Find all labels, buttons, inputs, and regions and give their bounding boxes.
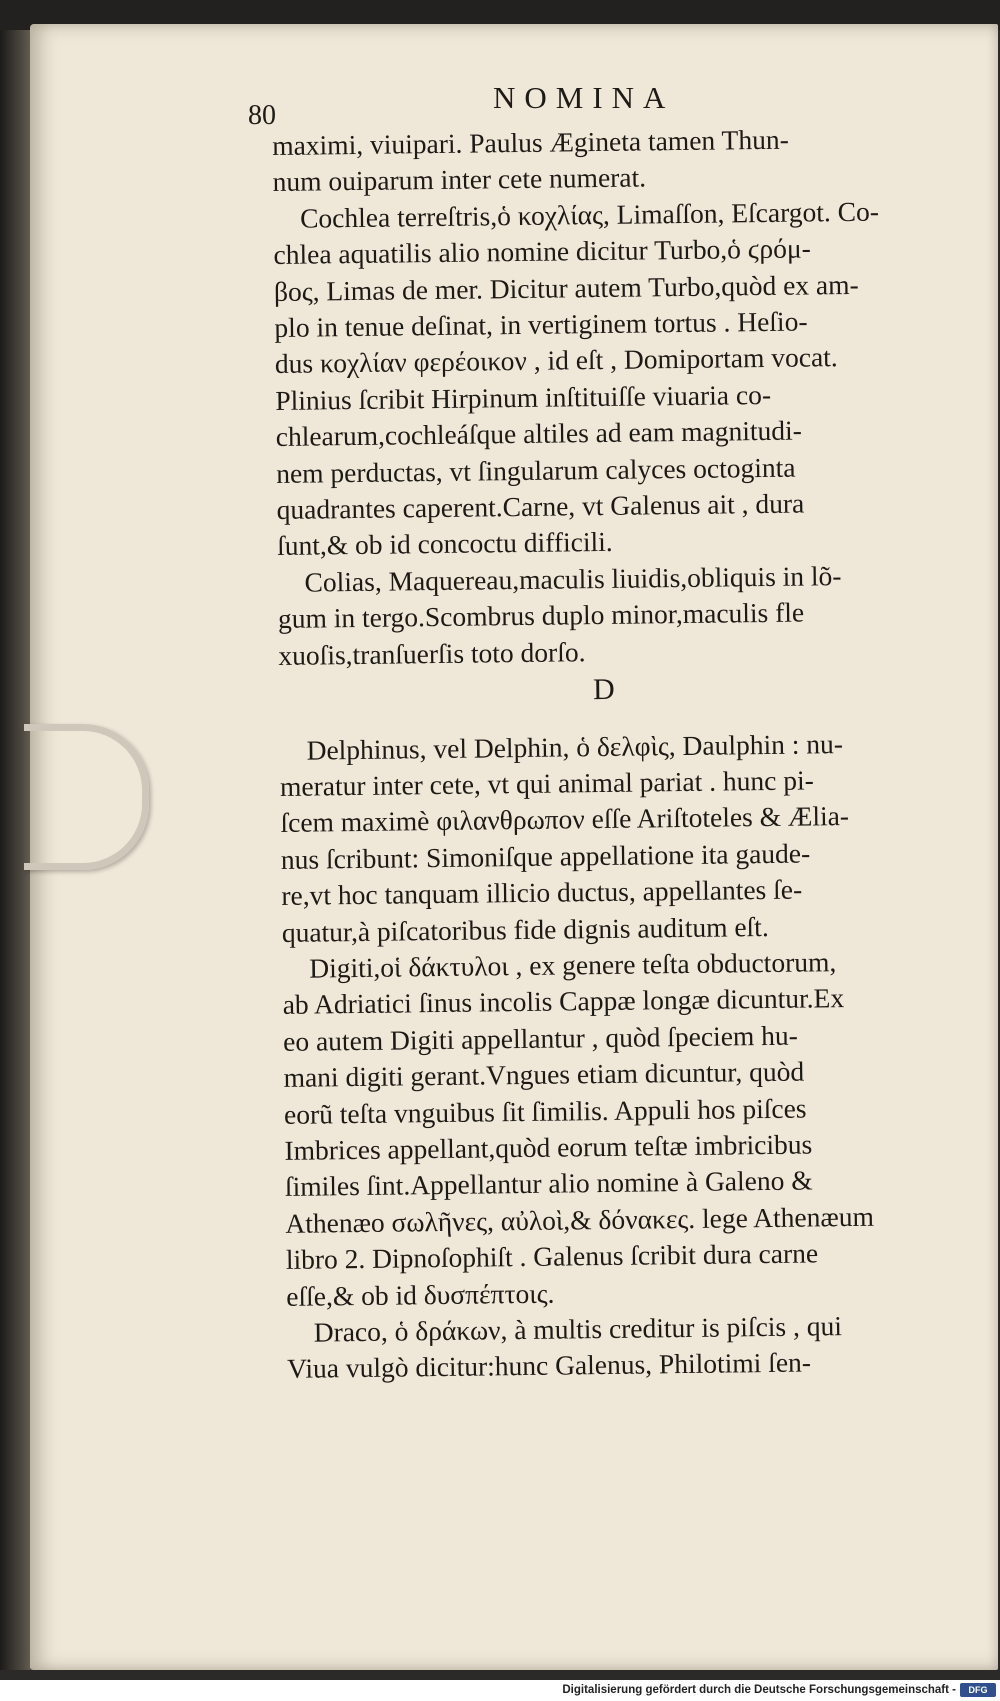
text-line: ſcem maximè φιλανθρωπον eſſe Ariſtoteles & Ælia- xyxy=(280,800,850,839)
text-line: num ouiparum inter cete numerat. xyxy=(272,161,647,198)
page-number: 80 xyxy=(248,100,276,131)
text-line: Athenæo σωλῆνες, αὐλοὶ,& δόνακες. lege Athenæum xyxy=(285,1200,875,1239)
text-line: eo autem Digiti appellantur , quòd ſpeciem hu- xyxy=(282,1019,799,1057)
text-line: nus ſcribunt: Simoniſque appellatione ita gaude- xyxy=(280,837,811,875)
text-line: Colias, Maquereau,maculis liuidis,obliquis in lõ- xyxy=(304,559,842,598)
text-line: quadrantes caperent.Carne, vt Galenus ait , dura xyxy=(276,487,805,526)
text-line: Imbrices appellant,quòd eorum teſtæ imbricibus xyxy=(284,1128,813,1166)
text-line: nem perductas, vt ſingularum calyces octoginta xyxy=(276,451,796,489)
text-line: Digiti,οἱ δάκτυλοι , ex genere teſta obductorum, xyxy=(309,946,837,984)
text-line: plo in tenue deſinat, in vertiginem tortus . Heſio- xyxy=(274,305,808,344)
text-line: Delphinus, vel Delphin, ὁ δελφὶς, Daulphin : nu- xyxy=(306,727,844,766)
section-letter: D xyxy=(592,672,615,707)
text-block-top xyxy=(272,120,929,674)
text-line: ſunt,& ob id concoctu difficili. xyxy=(276,526,613,562)
text-line: gum in tergo.Scombrus duplo minor,maculis fle xyxy=(277,596,805,635)
dfg-logo-icon: DFG xyxy=(960,1683,996,1697)
text-line: Viua vulgò dicitur:hunc Galenus, Philotimi ſen- xyxy=(286,1346,812,1385)
text-line: quatur,à piſcatoribus fide dignis auditum eſt. xyxy=(281,910,769,948)
text-line: Cochlea terreſtris,ὁ κοχλίας, Limaſſon, Eſcargot. Co- xyxy=(299,195,880,234)
text-line: chlea aquatilis alio nomine dicitur Turbo,ὁ ϛρόμ- xyxy=(273,232,811,271)
text-line: ab Adriatici ſinus incolis Cappæ longæ dicuntur.Ex xyxy=(282,982,845,1021)
footer-credit: Digitalisierung gefördert durch die Deutsche Forschungsgemeinschaft - xyxy=(562,1684,956,1696)
page-text xyxy=(272,120,937,1388)
text-line: Plinius ſcribit Hirpinum inſtituiſſe viuaria co- xyxy=(275,378,772,416)
text-line: mani digiti gerant.Vngues etiam dicuntur, quòd xyxy=(283,1055,805,1094)
text-line: maximi, viuipari. Paulus Ægineta tamen Thun- xyxy=(272,123,789,161)
text-block-bottom xyxy=(279,725,937,1388)
text-line: eſſe,& ob id δυσπέπτοις. xyxy=(286,1277,555,1312)
text-line: Draco, ὁ δράκων, à multis creditur is piſcis , qui xyxy=(313,1310,843,1348)
text-line: βος, Limas de mer. Dicitur autem Turbo,quòd ex am- xyxy=(273,268,859,307)
text-line: ſimiles ſint.Appellantur alio nomine à Galeno & xyxy=(284,1164,813,1203)
text-line: chlearum,cochleáſque altiles ad eam magnitudi- xyxy=(275,414,803,453)
text-line: re,vt hoc tanquam illicio ductus, appellantes ſe- xyxy=(281,873,803,912)
text-line: meratur inter cete, vt qui animal pariat . hunc pi- xyxy=(279,764,814,802)
text-line: xuoſis,tranſuerſis toto dorſo. xyxy=(278,635,586,671)
text-line: dus κοχλίαν φερέοικον , id eſt , Domiportam vocat. xyxy=(274,341,838,380)
text-line: eorũ teſta vnguibus ſit ſimilis. Appuli hos piſces xyxy=(283,1092,807,1130)
text-line: libro 2. Dipnoſophiſt . Galenus ſcribit dura carne xyxy=(285,1237,819,1276)
running-head: NOMINA xyxy=(493,80,675,115)
bookmark-clip xyxy=(24,724,149,870)
digitization-footer xyxy=(0,1680,1000,1701)
